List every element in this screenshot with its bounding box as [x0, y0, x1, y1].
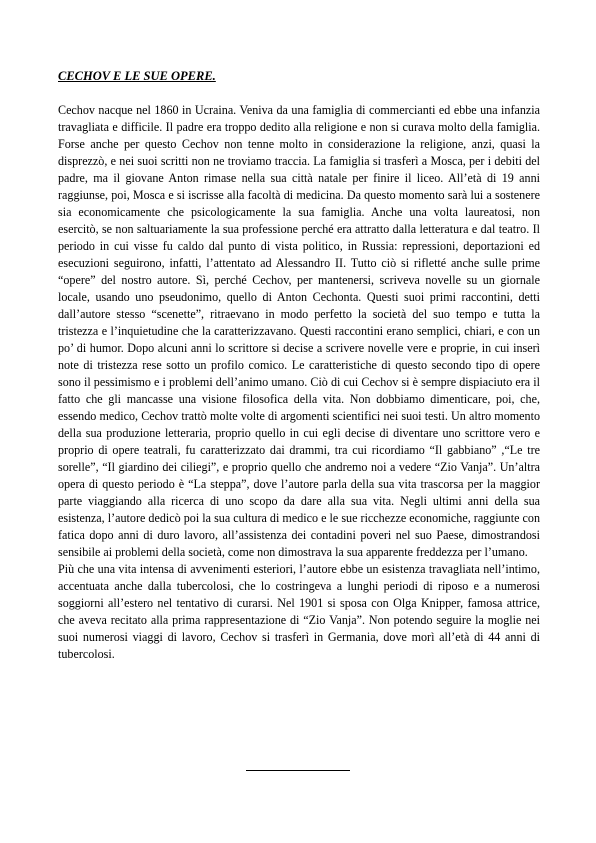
end-separator-line: [246, 770, 350, 771]
document-title: CECHOV E LE SUE OPERE.: [58, 69, 216, 83]
paragraph-biography: Cechov nacque nel 1860 in Ucraina. Veniva da una famiglia di commercianti ed ebbe una infanzia travagliata e difficile. Il padre era troppo dedito alla religione e non si curava molto della famiglia. Forse anche per questo Cechov non tenne molto in considerazione la religione, anzi, quasi la disprezzò, e nei suoi scritti non ne troviamo traccia. La famiglia si trasferì a Mosca, per i debiti del padre, ma il giovane Anton rimase nella sua città natale per finire il liceo. All’età di 19 anni raggiunse, poi, Mosca e si iscrisse alla facoltà di medicina. Da questo momento sarà lui a sostenere sia economicamente che psicologicamente la sua famiglia. Anche una volta laureatosi, non esercitò, se non saltuariamente la sua professione perché era attratto dalla letteratura e dal teatro. Il periodo in cui visse fu caldo dal punto di vista politico, in Russia: repressioni, deportazioni ed esecuzioni seguirono, infatti, l’attentato ad Alessandro II. Tutto ciò si rifletté anche sulle prime “opere” del nostro autore. Sì, perché Cechov, per mantenersi, scriveva novelle su un giornale locale, usando uno pseudonimo, quello di Anton Cechonta. Questi suoi primi raccontini, detti dall’autore stesso “scenette”, ritraevano in modo perfetto la società del suo tempo e tutta la tristezza e l’inquietudine che la caratterizzavano. Questi raccontini erano semplici, chiari, e con un po’ di humor. Dopo alcuni anni lo scrittore si decise a scrivere novelle vere e proprie, in cui inserì note di tristezza rese sotto un profilo comico. Le caratteristiche di questo secondo tipo di opere sono il pessimismo e i problemi dell’animo umano. Ciò di cui Cechov si è sempre dispiaciuto era il fatto che gli mancasse una visione filosofica della vita. Non dobbiamo dimenticare, poi, che, essendo medico, Cechov trattò molte volte di argomenti scientifici nei suoi testi. Un altro momento della sua produzione letteraria, proprio quello in cui egli decise di diventare uno scrittore vero e proprio di opere teatrali, fu caratterizzato dai drammi, tra cui ricordiamo “Il gabbiano” ,“Le tre sorelle”, “Il giardino dei ciliegi”, e proprio quello che andremo noi a vedere “Zio Vanja”. Un’altra opera di questo periodo è “La steppa”, dove l’autore parla della sua vita trascorsa per la maggior parte viaggiando alla ricerca di uno scopo da dare alla sua vita. Negli ultimi anni della sua esistenza, l’autore dedicò poi la sua cultura di medico e le sue ricchezze economiche, raggiunte con fatica dopo anni di duro lavoro, all’assistenza dei contadini poveri nel suo Paese, dimostrandosi sensibile ai problemi della società, come non dimostrava la sua apparente freddezza per l’umano.: [58, 103, 540, 559]
document-page: [58, 68, 540, 663]
paragraph-later-life: Più che una vita intensa di avvenimenti esteriori, l’autore ebbe un esistenza travagliata nell’intimo, accentuata anche dalla tubercolosi, che lo costringeva a lunghi periodi di riposo e a numerosi soggiorni all’estero nel tentativo di curarsi. Nel 1901 si sposa con Olga Knipper, famosa attrice, che aveva recitato alla prima rappresentazione di “Zio Vanja”. Non potendo seguire la moglie nei suoi numerosi viaggi di lavoro, Cechov si trasferì in Germania, dove morì all’età di 44 anni di tubercolosi.: [58, 562, 540, 661]
